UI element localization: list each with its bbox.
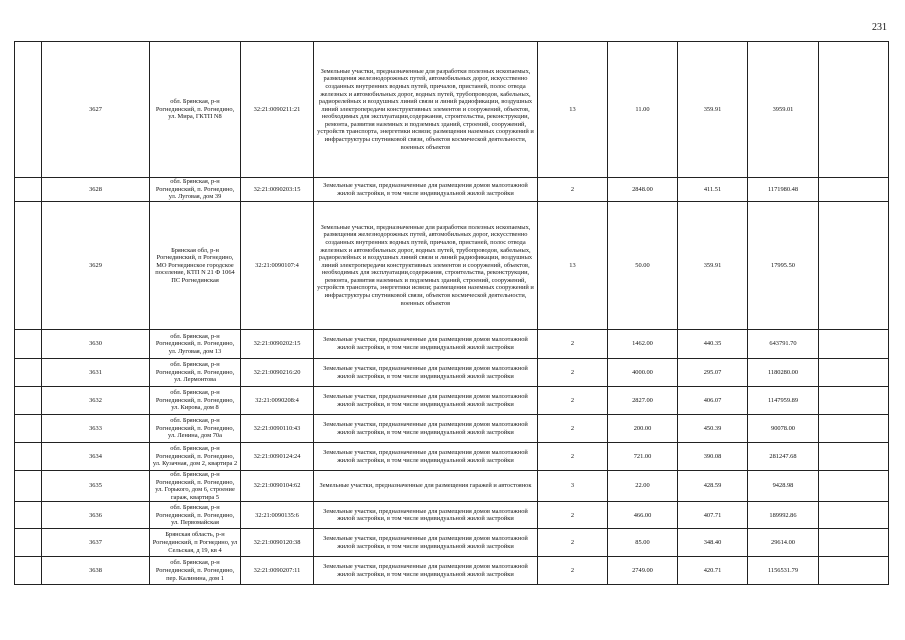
- rate-cell: 440.35: [678, 330, 748, 359]
- blank-cell: [819, 359, 889, 387]
- cadastral-number-cell: 32:21:0090107:4: [241, 202, 314, 330]
- cadastral-value-cell: 281247.68: [748, 443, 819, 471]
- cadastral-number-cell: 32:21:0090208:4: [241, 387, 314, 415]
- area-cell: 721.00: [608, 443, 678, 471]
- address-cell: обл. Брянская, р-н Рогнединский, п. Рогнедино, ул. Луговая, дом 39: [150, 178, 241, 202]
- cadastral-number-cell: 32:21:0090124:24: [241, 443, 314, 471]
- group-cell: 3: [538, 471, 608, 502]
- rate-cell: 411.51: [678, 178, 748, 202]
- group-cell: 2: [538, 178, 608, 202]
- address-cell: обл. Брянская, р-н Рогнединский, п. Рогнедино, ул. Кузачная, дом 2, квартира 2: [150, 443, 241, 471]
- cadastral-value-cell: 90078.00: [748, 415, 819, 443]
- row-number: 3637: [42, 529, 150, 557]
- group-cell: 2: [538, 529, 608, 557]
- address-cell: обл. Брянская, р-н Рогнединский, п. Рогнедино, ул. Кирова, дом 8: [150, 387, 241, 415]
- table-row: [15, 443, 889, 471]
- cadastral-value-table: [14, 41, 889, 585]
- rate-cell: 450.39: [678, 415, 748, 443]
- row-number: 3636: [42, 502, 150, 529]
- row-number: 3635: [42, 471, 150, 502]
- rate-cell: 420.71: [678, 557, 748, 585]
- cadastral-number-cell: 32:21:0090135:6: [241, 502, 314, 529]
- address-cell: обл. Брянская, р-н Рогнединский, п. Рогнедино, ул. Горького, дом 6, строение гараж, квартира 5: [150, 471, 241, 502]
- cadastral-value-cell: 1156531.79: [748, 557, 819, 585]
- area-cell: 2749.00: [608, 557, 678, 585]
- rate-cell: 407.71: [678, 502, 748, 529]
- table-row: [15, 387, 889, 415]
- address-cell: Брянская обл, р-н Рогнединский, п Рогнедино, МО Рогнединское городское поселение, КТП N 21 Ф 1064 ПС Рогнединская: [150, 202, 241, 330]
- group-cell: 13: [538, 42, 608, 178]
- table-row: [15, 415, 889, 443]
- permitted-use-cell: Земельные участки, предназначенные для разработки полезных ископаемых, размещения железнодорожных путей, автомобильных дорог, искусственно созданных внутренних водных путей, причалов, пристаней, полос отвода железных и автомобильных дорог, водных путей, трубопроводов, кабельных, радиорелейных и воздушных линий связи и линий радиофикации, воздушных линий электропередачи конструктивных элементов и сооружений, объектов, необходимых для эксплуатации,содержания, строительства, реконструкции, ремонта, развития наземных и подземных зданий, строений, сооружений, устройств транспорта, энергетики исвязи; размещения наземных сооружений и инфраструктуры спутниковой связи, объектов космической деятельности, военных объектов: [314, 202, 538, 330]
- permitted-use-cell: Земельные участки, предназначенные для размещения домов малоэтажной жилой застройки, в том числе индивидуальной жилой застройки: [314, 178, 538, 202]
- area-cell: 2827.00: [608, 387, 678, 415]
- area-cell: 1462.00: [608, 330, 678, 359]
- cadastral-value-cell: 17995.50: [748, 202, 819, 330]
- area-cell: 2848.00: [608, 178, 678, 202]
- cadastral-number-cell: 32:21:0090202:15: [241, 330, 314, 359]
- blank-cell: [15, 529, 42, 557]
- blank-cell: [819, 415, 889, 443]
- blank-cell: [819, 202, 889, 330]
- table-row: [15, 42, 889, 178]
- group-cell: 2: [538, 502, 608, 529]
- group-cell: 2: [538, 387, 608, 415]
- row-number: 3633: [42, 415, 150, 443]
- table-row: [15, 471, 889, 502]
- address-cell: обл. Брянская, р-н Рогнединский, п. Рогнедино, ул. Ленина, дом 70а: [150, 415, 241, 443]
- cadastral-value-cell: 1171980.48: [748, 178, 819, 202]
- blank-cell: [15, 178, 42, 202]
- cadastral-number-cell: 32:21:0090120:38: [241, 529, 314, 557]
- blank-cell: [15, 359, 42, 387]
- area-cell: 11.00: [608, 42, 678, 178]
- cadastral-number-cell: 32:21:0090211:21: [241, 42, 314, 178]
- group-cell: 13: [538, 202, 608, 330]
- row-number: 3627: [42, 42, 150, 178]
- permitted-use-cell: Земельные участки, предназначенные для размещения домов малоэтажной жилой застройки, в том числе индивидуальной жилой застройки: [314, 387, 538, 415]
- address-cell: обл. Брянская, р-н Рогнединский, п. Рогнедино, ул. Первомайская: [150, 502, 241, 529]
- cadastral-number-cell: 32:21:0090207:11: [241, 557, 314, 585]
- area-cell: 22.00: [608, 471, 678, 502]
- permitted-use-cell: Земельные участки, предназначенные для размещения домов малоэтажной жилой застройки, в том числе индивидуальной жилой застройки: [314, 415, 538, 443]
- cadastral-value-cell: 29614.00: [748, 529, 819, 557]
- blank-cell: [15, 387, 42, 415]
- address-cell: обл. Брянская, р-н Рогнединский, п. Рогнедино, ул. Мира, ГКТП N8: [150, 42, 241, 178]
- blank-cell: [819, 42, 889, 178]
- address-cell: обл. Брянская, р-н Рогнединский, п. Рогнедино, пер. Калинина, дом 1: [150, 557, 241, 585]
- table-row: [15, 330, 889, 359]
- row-number: 3632: [42, 387, 150, 415]
- blank-cell: [15, 202, 42, 330]
- blank-cell: [819, 330, 889, 359]
- blank-cell: [819, 471, 889, 502]
- group-cell: 2: [538, 557, 608, 585]
- rate-cell: 406.07: [678, 387, 748, 415]
- rate-cell: 359.91: [678, 42, 748, 178]
- cadastral-value-cell: 1180280.00: [748, 359, 819, 387]
- cadastral-number-cell: 32:21:0090216:20: [241, 359, 314, 387]
- blank-cell: [15, 443, 42, 471]
- cadastral-value-cell: 189992.86: [748, 502, 819, 529]
- table-row: [15, 359, 889, 387]
- cadastral-number-cell: 32:21:0090110:43: [241, 415, 314, 443]
- blank-cell: [819, 443, 889, 471]
- cadastral-value-cell: 1147959.89: [748, 387, 819, 415]
- area-cell: 85.00: [608, 529, 678, 557]
- address-cell: Брянская область, р-н Рогнединский, п Рогнедино, ул Сельская, д 19, кв 4: [150, 529, 241, 557]
- blank-cell: [819, 502, 889, 529]
- address-cell: обл. Брянская, р-н Рогнединский, п. Рогнедино, ул. Луговая, дом 13: [150, 330, 241, 359]
- blank-cell: [15, 415, 42, 443]
- address-cell: обл. Брянская, р-н Рогнединский, п. Рогнедино, ул. Лермонтова: [150, 359, 241, 387]
- row-number: 3630: [42, 330, 150, 359]
- row-number: 3631: [42, 359, 150, 387]
- permitted-use-cell: Земельные участки, предназначенные для размещения домов малоэтажной жилой застройки, в том числе индивидуальной жилой застройки: [314, 557, 538, 585]
- permitted-use-cell: Земельные участки, предназначенные для размещения домов малоэтажной жилой застройки, в том числе индивидуальной жилой застройки: [314, 330, 538, 359]
- row-number: 3634: [42, 443, 150, 471]
- blank-cell: [15, 471, 42, 502]
- row-number: 3628: [42, 178, 150, 202]
- area-cell: 50.00: [608, 202, 678, 330]
- table-row: [15, 529, 889, 557]
- blank-cell: [15, 330, 42, 359]
- blank-cell: [819, 557, 889, 585]
- cadastral-number-cell: 32:21:0090104:62: [241, 471, 314, 502]
- table-row: [15, 502, 889, 529]
- page-number: 231: [872, 22, 887, 33]
- rate-cell: 359.91: [678, 202, 748, 330]
- area-cell: 4000.00: [608, 359, 678, 387]
- area-cell: 200.00: [608, 415, 678, 443]
- rate-cell: 295.07: [678, 359, 748, 387]
- table-row: [15, 202, 889, 330]
- blank-cell: [15, 502, 42, 529]
- table-row: [15, 557, 889, 585]
- blank-cell: [15, 42, 42, 178]
- blank-cell: [819, 178, 889, 202]
- group-cell: 2: [538, 415, 608, 443]
- permitted-use-cell: Земельные участки, предназначенные для размещения домов малоэтажной жилой застройки, в том числе индивидуальной жилой застройки: [314, 502, 538, 529]
- rate-cell: 390.08: [678, 443, 748, 471]
- permitted-use-cell: Земельные участки, предназначенные для размещения домов малоэтажной жилой застройки, в том числе индивидуальной жилой застройки: [314, 443, 538, 471]
- permitted-use-cell: Земельные участки, предназначенные для разработки полезных ископаемых, размещения железнодорожных путей, автомобильных дорог, искусственно созданных внутренних водных путей, причалов, пристаней, полос отвода железных и автомобильных дорог, водных путей, трубопроводов, кабельных, радиорелейных и воздушных линий связи и линий радиофикации, воздушных линий электропередачи конструктивных элементов и сооружений, объектов, необходимых для эксплуатации,содержания, строительства, реконструкции, ремонта, развития наземных и подземных зданий, строений, сооружений, устройств транспорта, энергетики исвязи; размещения наземных сооружений и инфраструктуры спутниковой связи, объектов космической деятельности, военных объектов: [314, 42, 538, 178]
- group-cell: 2: [538, 443, 608, 471]
- cadastral-number-cell: 32:21:0090203:15: [241, 178, 314, 202]
- group-cell: 2: [538, 359, 608, 387]
- area-cell: 466.00: [608, 502, 678, 529]
- rate-cell: 428.59: [678, 471, 748, 502]
- row-number: 3629: [42, 202, 150, 330]
- rate-cell: 348.40: [678, 529, 748, 557]
- table-row: [15, 178, 889, 202]
- blank-cell: [819, 529, 889, 557]
- blank-cell: [819, 387, 889, 415]
- cadastral-value-cell: 3959.01: [748, 42, 819, 178]
- permitted-use-cell: Земельные участки, предназначенные для размещения гаражей и автостоянок: [314, 471, 538, 502]
- permitted-use-cell: Земельные участки, предназначенные для размещения домов малоэтажной жилой застройки, в том числе индивидуальной жилой застройки: [314, 359, 538, 387]
- row-number: 3638: [42, 557, 150, 585]
- cadastral-value-cell: 643791.70: [748, 330, 819, 359]
- blank-cell: [15, 557, 42, 585]
- permitted-use-cell: Земельные участки, предназначенные для размещения домов малоэтажной жилой застройки, в том числе индивидуальной жилой застройки: [314, 529, 538, 557]
- group-cell: 2: [538, 330, 608, 359]
- cadastral-value-cell: 9428.98: [748, 471, 819, 502]
